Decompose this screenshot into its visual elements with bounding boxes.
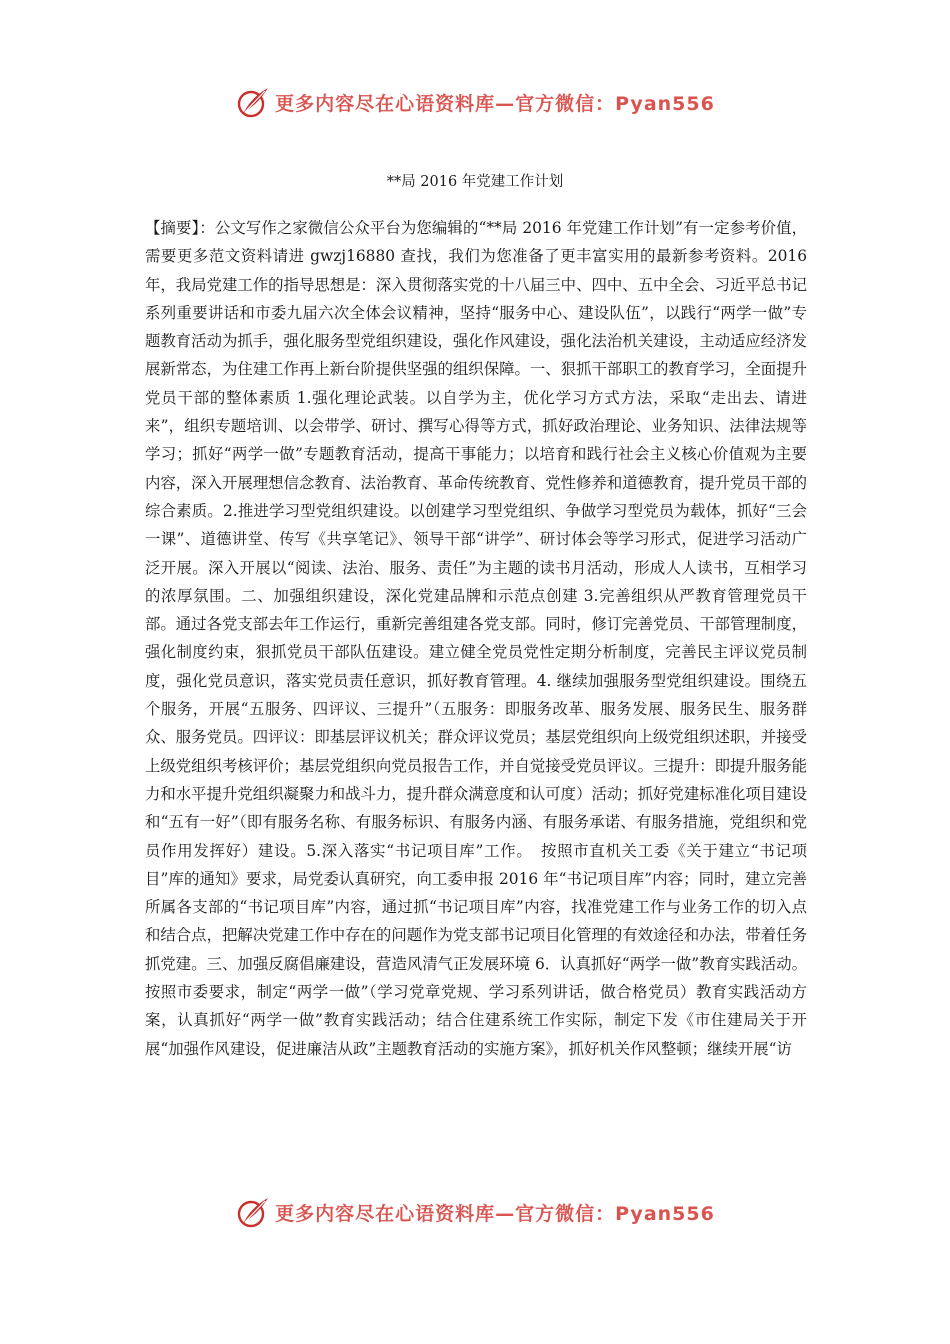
body-paragraph: 【摘要】：公文写作之家微信公众平台为您编辑的“**局 2016 年党建工作计划”有一定参考价值，需要更多范文资料请进 gwzj16880 查找，我们为您准备了更丰富实用的最新参考资料。2016 年，我局党建工作的指导思想是：深入贯彻落实党的十八届三中、四中、五中全会、习近平总书记系列重要讲话和市委九届六次全体会议精神，坚持“服务中心、建设队伍”，以践行“两学一做”专题教育活动为抓手，强化服务型党组织建设，强化作风建设，强化法治机关建设，主动适应经济发展新常态，为住建工作再上新台阶提供坚强的组织保障。一、狠抓干部职工的教育学习，全面提升党员干部的整体素质 1.强化理论武装。以自学为主，优化学习方式方法，采取“走出去、请进来”，组织专题培训、以会带学、研讨、撰写心得等方式，抓好政治理论、业务知识、法律法规等学习；抓好“两学一做”专题教育活动，提高干事能力；以培育和践行社会主义核心价值观为主要内容，深入开展理想信念教育、法治教育、革命传统教育、党性修养和道德教育，提升党员干部的综合素质。2.推进学习型党组织建设。以创建学习型党组织、争做学习型党员为载体，抓好“三会一课”、道德讲堂、传写《共享笔记》、领导干部“讲学”、研讨体会等学习形式，促进学习活动广泛开展。深入开展以“阅读、法治、服务、责任”为主题的读书月活动，形成人人读书，互相学习的浓厚氛围。二、加强组织建设，深化党建品牌和示范点创建 3.完善组织从严教育管理党员干部。通过各党支部去年工作运行，重新完善组建各党支部。同时，修订完善党员、干部管理制度，强化制度约束，狠抓党员干部队伍建设。建立健全党员党性定期分析制度，完善民主评议党员制度，强化党员意识，落实党员责任意识，抓好教育管理。4. 继续加强服务型党组织建设。围绕五个服务，开展“五服务、四评议、三提升”（五服务：即服务改革、服务发展、服务民生、服务群众、服务党员。四评议：即基层评议机关；群众评议党员；基层党组织向上级党组织述职，并接受上级党组织考核评价；基层党组织向党员报告工作，并自觉接受党员评议。三提升：即提升服务能力和水平提升党组织凝聚力和战斗力，提升群众满意度和认可度）活动；抓好党建标准化项目建设和“五有一好”（即有服务名称、有服务标识、有服务内涵、有服务承诺、有服务措施，党组织和党员作用发挥好）建设。5.深入落实“书记项目库”工作。 按照市直机关工委《关于建立“书记项目”库的通知》要求，局党委认真研究，向工委申报 2016 年“书记项目库”内容；同时，建立完善所属各支部的“书记项目库”内容，通过抓“书记项目库”内容，找准党建工作与业务工作的切入点和结合点，把解决党建工作中存在的问题作为党支部书记项目化管理的有效途径和办法，带着任务抓党建。三、加强反腐倡廉建设，营造风清气正发展环境 6．认真抓好“两学一做”教育实践活动。按照市委要求，制定“两学一做”（学习党章党规、学习系列讲话，做合格党员）教育实践活动方案，认真抓好“两学一做”教育实践活动；结合住建系统工作实际，制定下发《市住建局关于开展“加强作风建设，促进廉洁从政”主题教育活动的实施方案》，抓好机关作风整顿；继续开展“访 (145, 219, 807, 1058)
footer-banner-text: 更多内容尽在心语资料库—官方微信：Pyan556 (275, 1202, 715, 1225)
quill-logo-icon (235, 84, 271, 120)
footer-watermark-banner (0, 1192, 950, 1232)
quill-logo-icon (235, 1194, 271, 1230)
header-banner-text: 更多内容尽在心语资料库—官方微信：Pyan556 (275, 92, 715, 115)
document-body (145, 214, 807, 1063)
header-watermark-banner (0, 82, 950, 122)
document-title: **局 2016 年党建工作计划 (386, 174, 564, 190)
